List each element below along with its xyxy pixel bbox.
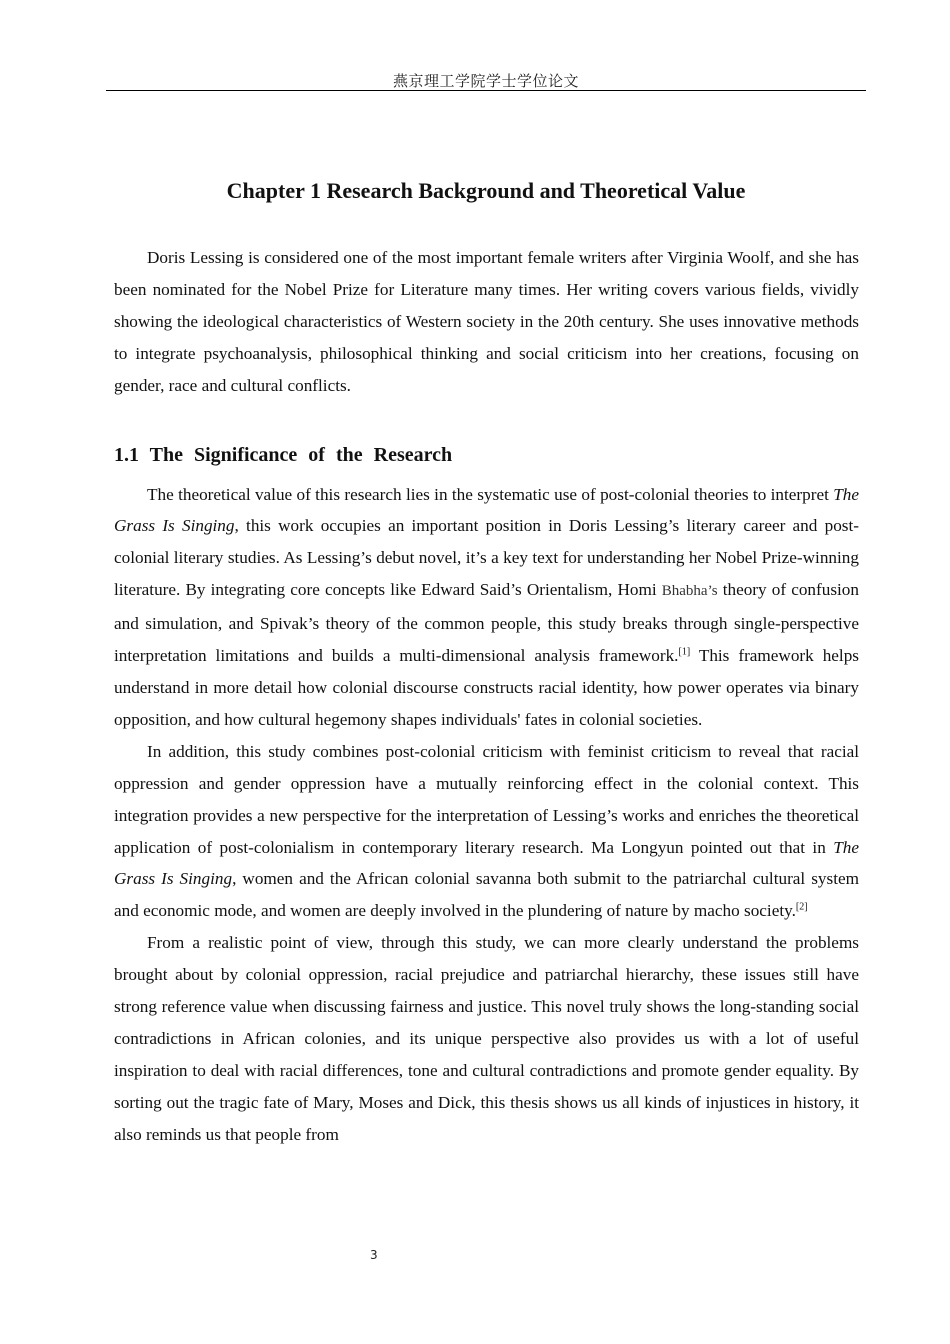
page-number: 3 [370,1248,378,1262]
paragraph-1 [114,479,859,736]
citation-ref-1: [1] [678,646,691,658]
book-title: The Grass Is Singing [114,837,859,889]
paragraph-1-text-d: This framework helps understand in more detail how colonial discourse constructs racial identity, how power operates via binary opposition, and how cultural hegemony shapes individuals' fates in colonial societies. [114,646,859,729]
paragraph-2-text-b: , women and the African colonial savanna both submit to the patriarchal cultural system and economic mode, and women are deeply involved in the plundering of nature by macho society. [114,869,859,921]
citation-ref-2: [2] [795,901,808,913]
body-text [114,242,859,1151]
section-heading: 1.1 The Significance of the Research [114,443,453,466]
paragraph-1-text-a: The theoretical value of this research lies in the systematic use of post-colonial theories to interpret [147,484,834,504]
paragraph-2 [114,736,859,927]
paragraph-3: From a realistic point of view, through this study, we can more clearly understand the problems brought about by colonial oppression, racial prejudice and patriarchal hierarchy, these issues still have strong reference value when discussing fairness and justice. This novel truly shows the long-standing social contradictions in African colonies, and its unique perspective also provides us with a lot of useful inspiration to deal with racial differences, tone and cultural contradictions and promote gender equality. By sorting out the tragic fate of Mary, Moses and Dick, this thesis shows us all kinds of injustices in history, it also reminds us that people from [114,933,859,1144]
paragraph-1-text-c: theory of confusion and simulation, and Spivak’s theory of the common people, this study breaks through single-perspective interpretation limitations and builds a multi-dimensional analysis framework. [114,580,859,666]
book-title: The Grass Is Singing [114,484,859,536]
header-rule [106,90,866,91]
running-header: 燕京理工学院学士学位论文 [392,72,579,90]
paragraph-1-bhabha: Bhabha’s [661,583,718,600]
paragraph-2-text-a: In addition, this study combines post-colonial criticism with feminist criticism to reveal that racial oppression and gender oppression have a mutually reinforcing effect in the colonial context. This integration provides a new perspective for the interpretation of Lessing’s works and enriches the theoretical application of post-colonialism in contemporary literary research. Ma Longyun pointed out that in [114,741,859,857]
chapter-title: Chapter 1 Research Background and Theoretical Value [226,178,746,203]
paragraph-1-text-b: , this work occupies an important position in Doris Lessing’s literary career and post-colonial literary studies. As Lessing’s debut novel, it’s a key text for understanding her Nobel Prize-winning literature. By integrating core concepts like Edward Said’s Orientalism, Homi [114,516,859,600]
intro-paragraph: Doris Lessing is considered one of the most important female writers after Virginia Woolf, and she has been nominated for the Nobel Prize for Literature many times. Her writing covers various fields, vividly showing the ideological characteristics of Western society in the 20th century. She uses innovative methods to integrate psychoanalysis, philosophical thinking and social criticism into her creations, focusing on gender, race and cultural conflicts. [114,248,859,395]
